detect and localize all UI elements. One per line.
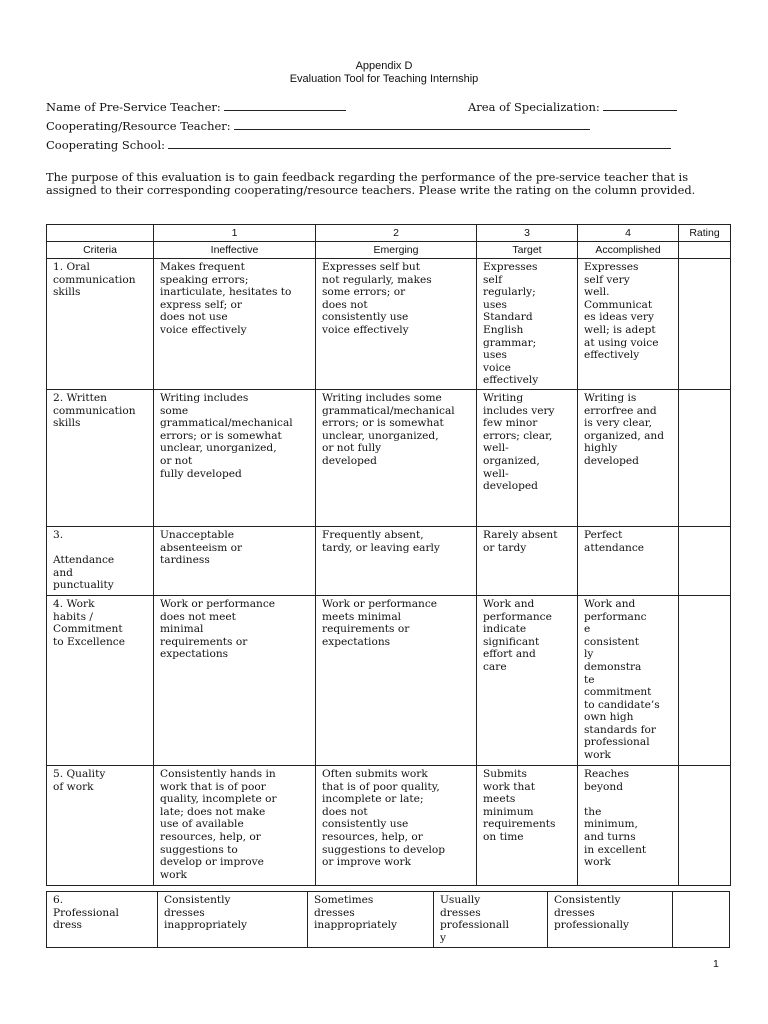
blank-header-cell — [47, 225, 154, 242]
descriptor-cell: Writing includes some grammatical/mechanical errors; or is somewhat unclear, unorganized, or not fully developed — [316, 389, 477, 526]
level-header: Ineffective — [154, 242, 316, 259]
descriptor-cell: Consistently dresses professionally — [548, 892, 673, 948]
criteria-cell: 2. Written communication skills — [47, 389, 154, 526]
descriptor-cell: Perfect attendance — [578, 526, 679, 595]
criteria-cell: 5. Quality of work — [47, 765, 154, 885]
cooperating-school-blank[interactable] — [168, 138, 671, 149]
rating-cell[interactable] — [679, 259, 731, 390]
descriptor-cell: Writing includes very few minor errors; clear, well- organized, well- developed — [477, 389, 578, 526]
cooperating-teacher-field — [46, 119, 590, 133]
rating-cell[interactable] — [679, 765, 731, 885]
rating-cell[interactable] — [679, 389, 731, 526]
descriptor-cell: Work and performanc e consistent ly demonstra te commitment to candidate’s own high standards for professional work — [578, 595, 679, 765]
criteria-cell: 1. Oral communication skills — [47, 259, 154, 390]
cooperating-teacher-label: Cooperating/Resource Teacher: — [46, 119, 231, 133]
criteria-cell: 4. Work habits / Commitment to Excellence — [47, 595, 154, 765]
descriptor-cell: Frequently absent, tardy, or leaving early — [316, 526, 477, 595]
cooperating-school-field — [46, 138, 671, 152]
number-header: 2 — [316, 225, 477, 242]
name-blank[interactable] — [224, 100, 346, 111]
descriptor-cell: Writing includes some grammatical/mechanical errors; or is somewhat unclear, unorganized, or not fully developed — [154, 389, 316, 526]
page-number: 1 — [713, 958, 719, 970]
number-header: 1 — [154, 225, 316, 242]
rating-cell[interactable] — [679, 595, 731, 765]
table-row — [47, 389, 731, 526]
descriptor-cell: Writing is errorfree and is very clear, organized, and highly developed — [578, 389, 679, 526]
name-label: Name of Pre-Service Teacher: — [46, 100, 221, 114]
cooperating-school-label: Cooperating School: — [46, 138, 166, 152]
descriptor-cell: Often submits work that is of poor quality, incomplete or late; does not consistently use resources, help, or suggestions to develop or improve work — [316, 765, 477, 885]
descriptor-cell: Makes frequent speaking errors; inarticulate, hesitates to express self; or does not use voice effectively — [154, 259, 316, 390]
descriptor-cell: Sometimes dresses inappropriately — [308, 892, 434, 948]
level-header: Target — [477, 242, 578, 259]
descriptor-cell: Submits work that meets minimum requirements on time — [477, 765, 578, 885]
descriptor-cell: Expresses self but not regularly, makes some errors; or does not consistently use voice effectively — [316, 259, 477, 390]
name-field — [46, 100, 346, 114]
descriptor-cell: Expresses self regularly; uses Standard English grammar; uses voice effectively — [477, 259, 578, 390]
descriptor-cell: Work or performance meets minimal requirements or expectations — [316, 595, 477, 765]
area-label: Area of Specialization: — [468, 100, 600, 114]
level-header-row — [47, 242, 731, 259]
descriptor-cell: Work or performance does not meet minimal requirements or expectations — [154, 595, 316, 765]
appendix-label: Appendix D — [355, 60, 413, 72]
descriptor-cell: Consistently dresses inappropriately — [158, 892, 308, 948]
descriptor-cell: Unacceptable absenteeism or tardiness — [154, 526, 316, 595]
table-row — [47, 526, 731, 595]
descriptor-cell: Usually dresses professionall y — [434, 892, 548, 948]
level-header: Accomplished — [578, 242, 679, 259]
rating-cell[interactable] — [673, 892, 730, 948]
descriptor-cell: Reaches beyond the minimum, and turns in excellent work — [578, 765, 679, 885]
number-header: 3 — [477, 225, 578, 242]
purpose-paragraph: The purpose of this evaluation is to gain feedback regarding the performance of the pre-service teacher that is assigned to their corresponding cooperating/resource teachers. Please write the rating on the column provided. — [46, 170, 696, 197]
rating-header-blank — [679, 242, 731, 259]
table-row — [47, 765, 731, 885]
descriptor-cell: Expresses self very well. Communicat es ideas very well; is adept at using voice effectively — [578, 259, 679, 390]
area-field — [468, 100, 677, 114]
area-blank[interactable] — [603, 100, 677, 111]
level-header: Emerging — [316, 242, 477, 259]
evaluation-table-continued — [46, 891, 730, 948]
criteria-cell: 3. Attendance and punctuality — [47, 526, 154, 595]
evaluation-table — [46, 224, 731, 886]
criteria-header: Criteria — [47, 242, 154, 259]
descriptor-cell: Work and performance indicate significant effort and care — [477, 595, 578, 765]
descriptor-cell: Consistently hands in work that is of poor quality, incomplete or late; does not make use of available resources, help, or suggestions to develop or improve work — [154, 765, 316, 885]
number-header-row — [47, 225, 731, 242]
criteria-cell: 6. Professional dress — [47, 892, 158, 948]
table-row — [47, 595, 731, 765]
table-row — [47, 259, 731, 390]
rating-cell[interactable] — [679, 526, 731, 595]
cooperating-teacher-blank[interactable] — [234, 119, 590, 130]
document-title: Evaluation Tool for Teaching Internship — [289, 73, 479, 85]
number-header: 4 — [578, 225, 679, 242]
descriptor-cell: Rarely absent or tardy — [477, 526, 578, 595]
table-row — [47, 892, 730, 948]
rating-header: Rating — [679, 225, 731, 242]
